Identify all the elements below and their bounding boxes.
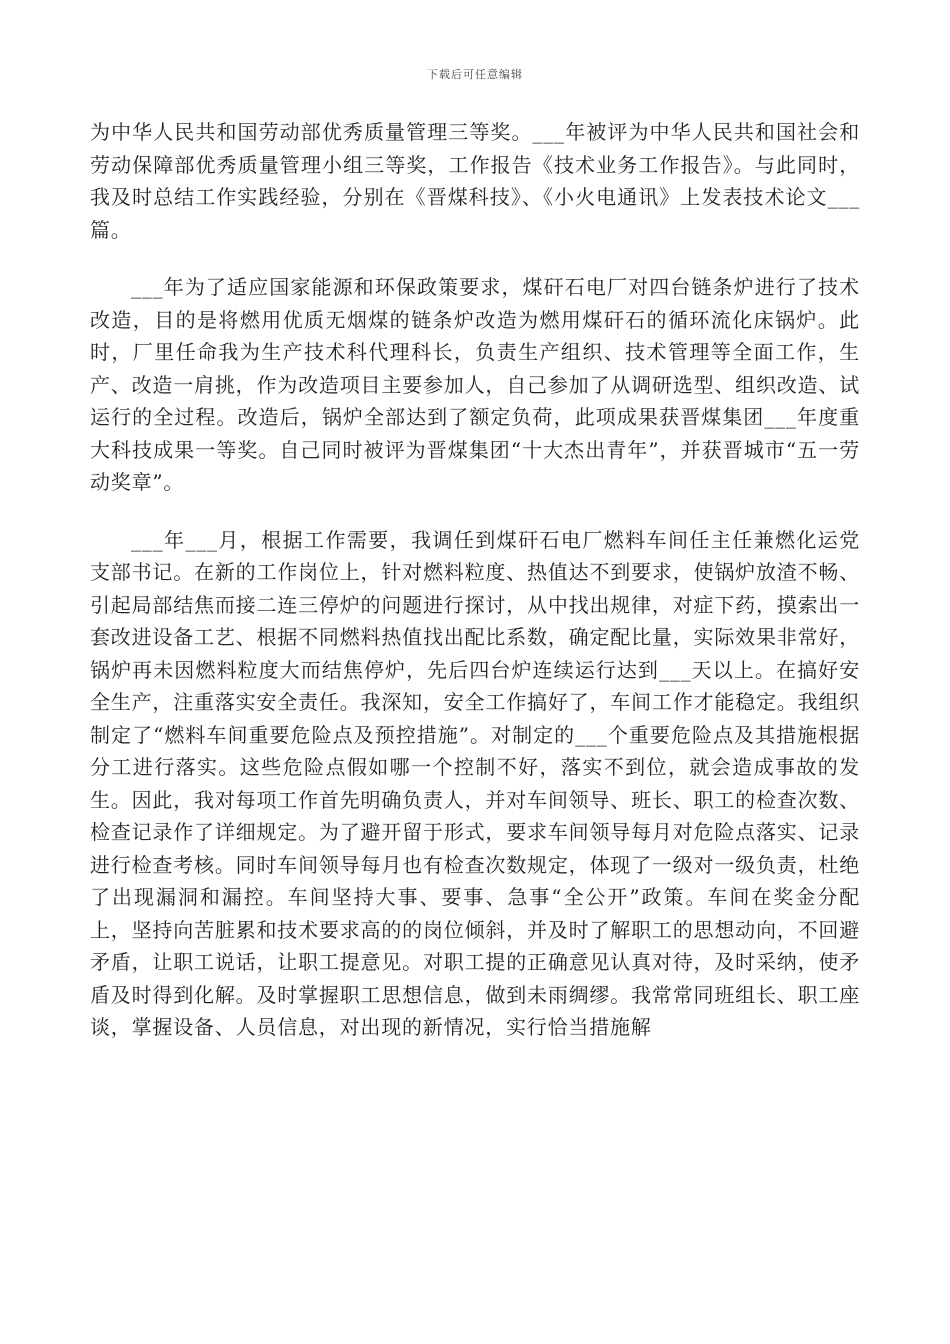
paragraph-1: 为中华人民共和国劳动部优秀质量管理三等奖。___年被评为中华人民共和国社会和劳动保障部优秀质量管理小组三等奖，工作报告《技术业务工作报告》。与此同时，我及时总结工作实践经验，分别在《晋煤科技》、《小火电通讯》上发表技术论文___篇。	[90, 120, 860, 242]
paragraph-spacer	[90, 499, 860, 524]
document-body	[90, 116, 860, 1044]
paragraph-3: ___年___月，根据工作需要，我调任到煤矸石电厂燃料车间任主任兼燃化运党支部书记。在新的工作岗位上，针对燃料粒度、热值达不到要求，使锅炉放渣不畅、引起局部结焦而接二连三停炉的问题进行探讨，从中找出规律，对症下药，摸索出一套改进设备工艺、根据不同燃料热值找出配比系数，确定配比量，实际效果非常好，锅炉再未因燃料粒度大而结焦停炉，先后四台炉连续运行达到___天以上。在搞好安全生产，注重落实安全责任。我深知，安全工作搞好了，车间工作才能稳定。我组织制定了“燃料车间重要危险点及预控措施”。对制定的___个重要危险点及其措施根据分工进行落实。这些危险点假如哪一个控制不好，落实不到位，就会造成事故的发生。因此，我对每项工作首先明确负责人，并对车间领导、班长、职工的检查次数、检查记录作了详细规定。为了避开留于形式，要求车间领导每月对危险点落实、记录进行检查考核。同时车间领导每月也有检查次数规定，体现了一级对一级负责，杜绝了出现漏洞和漏控。车间坚持大事、要事、急事“全公开”政策。车间在奖金分配上，坚持向苦脏累和技术要求高的的岗位倾斜，并及时了解职工的思想动向，不回避矛盾，让职工说话，让职工提意见。对职工提的正确意见认真对待，及时采纳，使矛盾及时得到化解。及时掌握职工思想信息，做到未雨绸缪。我常常同班组长、职工座谈，掌握设备、人员信息，对出现的新情况，实行恰当措施解	[90, 527, 860, 1039]
paragraph-spacer	[90, 246, 860, 271]
page-header: 下载后可任意编辑	[427, 68, 523, 81]
paragraph-2: ___年为了适应国家能源和环保政策要求，煤矸石电厂对四台链条炉进行了技术改造，目的是将燃用优质无烟煤的链条炉改造为燃用煤矸石的循环流化床锅炉。此时，厂里任命我为生产技术科代理科长，负责生产组织、技术管理等全面工作，生产、改造一肩挑，作为改造项目主要参加人，自己参加了从调研选型、组织改造、试运行的全过程。改造后，锅炉全部达到了额定负荷，此项成果获晋煤集团___年度重大科技成果一等奖。自己同时被评为晋煤集团“十大杰出青年”，并获晋城市“五一劳动奖章”。	[90, 275, 860, 494]
